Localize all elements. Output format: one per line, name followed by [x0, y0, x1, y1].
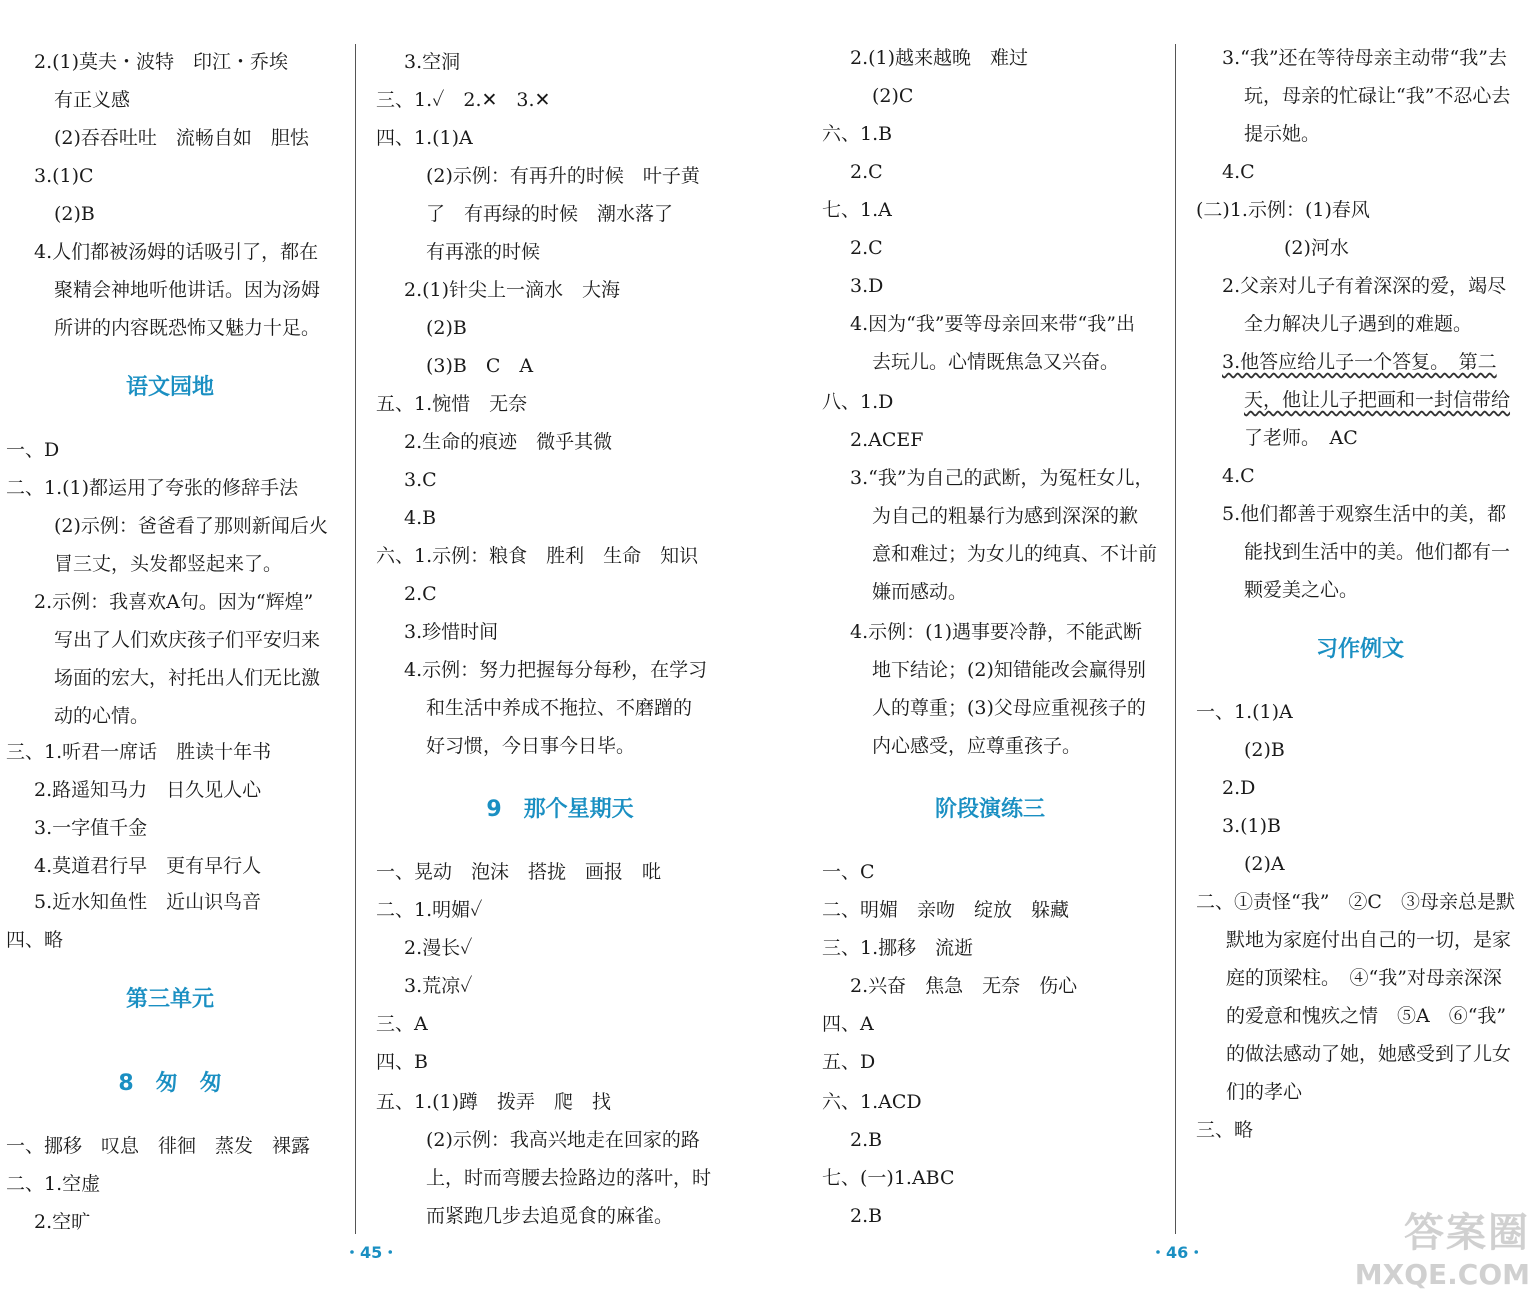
answer-line: 一、1.(1)A [1196, 701, 1293, 723]
answer-line: (2)B [54, 203, 95, 225]
answer-line: 一、晃动 泡沫 搭拢 画报 吡 [376, 861, 662, 883]
answer-line: 嫌而感动。 [872, 581, 968, 603]
answer-line: 七、(一)1.ABC [822, 1167, 955, 1189]
answer-line: 五、1.惋惜 无奈 [376, 393, 528, 415]
answer-line: 为自己的粗暴行为感到深深的歉 [872, 505, 1139, 527]
answer-line: 五、1.(1)蹲 拨弄 爬 找 [376, 1091, 612, 1113]
answer-line: 八、1.D [822, 391, 894, 413]
answer-line: 三、A [376, 1013, 428, 1035]
answer-line: 玩，母亲的忙碌让“我”不忍心去 [1244, 85, 1511, 107]
answer-line: 能找到生活中的美。他们都有一 [1244, 541, 1511, 563]
answer-line: 2.生命的痕迹 微乎其微 [404, 431, 613, 453]
answer-line: 3.(1)B [1222, 815, 1282, 837]
answer-line: 四、略 [6, 929, 64, 951]
answer-line: 的做法感动了她，她感受到了儿女 [1226, 1043, 1512, 1065]
answer-line: (2)河水 [1284, 237, 1349, 259]
answer-line: 地下结论；(2)知错能改会赢得别 [872, 659, 1146, 681]
section-heading-stage-practice: 阶段演练三 [934, 797, 1045, 822]
answer-line: 5.近水知鱼性 近山识鸟音 [34, 891, 262, 913]
answer-line: 一、挪移 叹息 徘徊 蒸发 裸露 [6, 1135, 311, 1157]
answer-line: 了老师。 AC [1244, 427, 1358, 449]
page-number-right: ・46・ [1150, 1243, 1205, 1262]
answer-line: 二、1.明媚✓ [376, 899, 483, 921]
answer-line: 四、A [822, 1013, 874, 1035]
answer-line: (二)1.示例：(1)春风 [1196, 199, 1370, 221]
answer-line: 和生活中养成不拖拉、不磨蹭的 [426, 697, 693, 719]
answer-line: 一、C [822, 861, 875, 883]
answer-line: (3)B C A [426, 355, 534, 377]
answer-line: 四、B [376, 1051, 428, 1073]
answer-line: 4.因为“我”要等母亲回来带“我”出 [850, 313, 1135, 335]
answer-line: 六、1.ACD [822, 1091, 922, 1113]
answer-line: 3.“我”为自己的武断，为冤枉女儿， [850, 467, 1154, 489]
answer-line: 七、1.A [822, 199, 892, 221]
answer-line: 而紧跑几步去追觅食的麻雀。 [426, 1205, 674, 1227]
unit-heading: 第三单元 [125, 987, 214, 1012]
answer-line: 有再涨的时候 [426, 241, 541, 263]
answer-line: 2.漫长✓ [404, 937, 473, 959]
answer-line: 上，时而弯腰去捡路边的落叶，时 [426, 1167, 712, 1189]
answer-line: 全力解决儿子遇到的难题。 [1244, 313, 1473, 335]
answer-line: 4.示例：努力把握每分每秒，在学习 [404, 659, 708, 681]
column-divider [355, 44, 356, 1234]
answer-line: 三、1.听君一席话 胜读十年书 [6, 741, 272, 763]
answer-line: 2.B [850, 1205, 883, 1227]
answer-line: (2)B [426, 317, 467, 339]
answer-line: 3.一字值千金 [34, 817, 148, 839]
answer-line: 人的尊重；(3)父母应重视孩子的 [872, 697, 1146, 719]
answer-line: (2)示例：爸爸看了那则新闻后火 [54, 515, 328, 537]
answer-line: 四、1.(1)A [376, 127, 473, 149]
answer-line: 3.(1)C [34, 165, 94, 187]
answer-line: 2.兴奋 焦急 无奈 伤心 [850, 975, 1078, 997]
answer-line: 2.(1)针尖上一滴水 大海 [404, 279, 621, 301]
answer-line: 3.他答应给儿子一个答复。 第二 [1222, 351, 1497, 373]
answer-line: 4.B [404, 507, 437, 529]
site-watermark [1355, 1201, 1530, 1291]
lesson-heading: 8 匆 匆 [118, 1071, 222, 1096]
answer-line: 默地为家庭付出自己的一切，是家 [1226, 929, 1512, 951]
answer-line: 好习惯，今日事今日毕。 [426, 735, 636, 757]
answer-line: (2)吞吞吐吐 流畅自如 胆怯 [54, 127, 309, 149]
answer-line: 写出了人们欢庆孩子们平安归来 [54, 629, 321, 651]
answer-line: 三、略 [1196, 1119, 1254, 1141]
answer-line: 一、D [6, 439, 60, 461]
section-heading-yuwen-yuandi: 语文园地 [125, 375, 214, 400]
answer-line: 3.C [404, 469, 437, 491]
answer-line: 3.空洞 [404, 51, 461, 73]
answer-line: 的爱意和愧疚之情 ⑤A ⑥“我” [1226, 1005, 1507, 1027]
answer-line: 二、1.空虚 [6, 1173, 101, 1195]
answer-line: 聚精会神地听他讲话。因为汤姆 [54, 279, 321, 301]
watermark-url: MXQE.COM [1354, 1258, 1530, 1291]
answer-line: 三、1.挪移 流逝 [822, 937, 974, 959]
answer-line: (2)示例：有再升的时候 叶子黄 [426, 165, 700, 187]
answer-line: 2.示例：我喜欢A句。因为“辉煌” [34, 591, 314, 613]
answer-line: 4.C [1222, 465, 1255, 487]
answer-line: 冒三丈，头发都竖起来了。 [54, 553, 283, 575]
answer-line: 2.D [1222, 777, 1256, 799]
answer-line: 2.ACEF [850, 429, 924, 451]
answer-line: 提示她。 [1244, 123, 1321, 145]
section-heading-writing-example: 习作例文 [1315, 637, 1404, 662]
answer-line: 2.路遥知马力 日久见人心 [34, 779, 262, 801]
answer-line: 内心感受，应尊重孩子。 [872, 735, 1082, 757]
answer-line: 了 有再绿的时候 潮水落了 [426, 203, 674, 225]
answer-line: 3.“我”还在等待母亲主动带“我”去 [1222, 47, 1507, 69]
answer-line: 2.C [850, 237, 883, 259]
answer-line: 六、1.B [822, 123, 893, 145]
answer-line: 2.C [850, 161, 883, 183]
answer-line: 天，他让儿子把画和一封信带给 [1244, 389, 1511, 411]
column-divider [1175, 44, 1176, 1234]
watermark-logo-text: 答案圈 [1404, 1210, 1530, 1256]
answer-line: 六、1.示例：粮食 胜利 生命 知识 [376, 545, 699, 567]
answer-line: 三、1.✓ 2.✕ 3.✕ [376, 89, 551, 111]
answer-line: 庭的顶梁柱。 ④“我”对母亲深深 [1226, 967, 1502, 989]
answer-line: (2)示例：我高兴地走在回家的路 [426, 1129, 700, 1151]
answer-line: 5.他们都善于观察生活中的美，都 [1222, 503, 1507, 525]
answer-line: 3.D [850, 275, 884, 297]
answer-line: 2.空旷 [34, 1211, 91, 1233]
answer-line: 2.父亲对儿子有着深深的爱，竭尽 [1222, 275, 1507, 297]
answer-line: 动的心情。 [54, 705, 150, 727]
page-number-left: ・45・ [344, 1243, 399, 1262]
answer-line: 有正义感 [54, 89, 131, 111]
answer-line: 场面的宏大，衬托出人们无比激 [54, 667, 321, 689]
answer-line: 五、D [822, 1051, 876, 1073]
answer-line: 二、①责怪“我” ②C ③母亲总是默 [1196, 891, 1515, 913]
answer-line: 2.B [850, 1129, 883, 1151]
lesson-heading: 9 那个星期天 [486, 797, 634, 822]
answer-line: 二、明媚 亲吻 绽放 躲藏 [822, 899, 1070, 921]
answer-line: 颗爱美之心。 [1244, 579, 1359, 601]
answer-line: 二、1.(1)都运用了夸张的修辞手法 [6, 477, 299, 499]
answer-line: (2)B [1244, 739, 1285, 761]
answer-line: 2.C [404, 583, 437, 605]
answer-line: 2.(1)越来越晚 难过 [850, 47, 1029, 69]
answer-line: 3.荒凉✓ [404, 975, 473, 997]
answer-line: (2)C [872, 85, 914, 107]
answer-line: (2)A [1244, 853, 1285, 875]
answer-line: 3.珍惜时间 [404, 621, 499, 643]
answer-line: 4.莫道君行早 更有早行人 [34, 855, 262, 877]
answer-line: 2.(1)莫夫・波特 印江・乔埃 [34, 51, 289, 73]
answer-line: 去玩儿。心情既焦急又兴奋。 [872, 351, 1120, 373]
answer-line: 意和难过；为女儿的纯真、不计前 [872, 543, 1158, 565]
answer-line: 们的孝心 [1226, 1081, 1303, 1103]
answer-line: 4.人们都被汤姆的话吸引了，都在 [34, 241, 319, 263]
answer-line: 所讲的内容既恐怖又魅力十足。 [54, 317, 321, 339]
answer-line: 4.C [1222, 161, 1255, 183]
answer-line: 4.示例：(1)遇事要冷静，不能武断 [850, 621, 1143, 643]
